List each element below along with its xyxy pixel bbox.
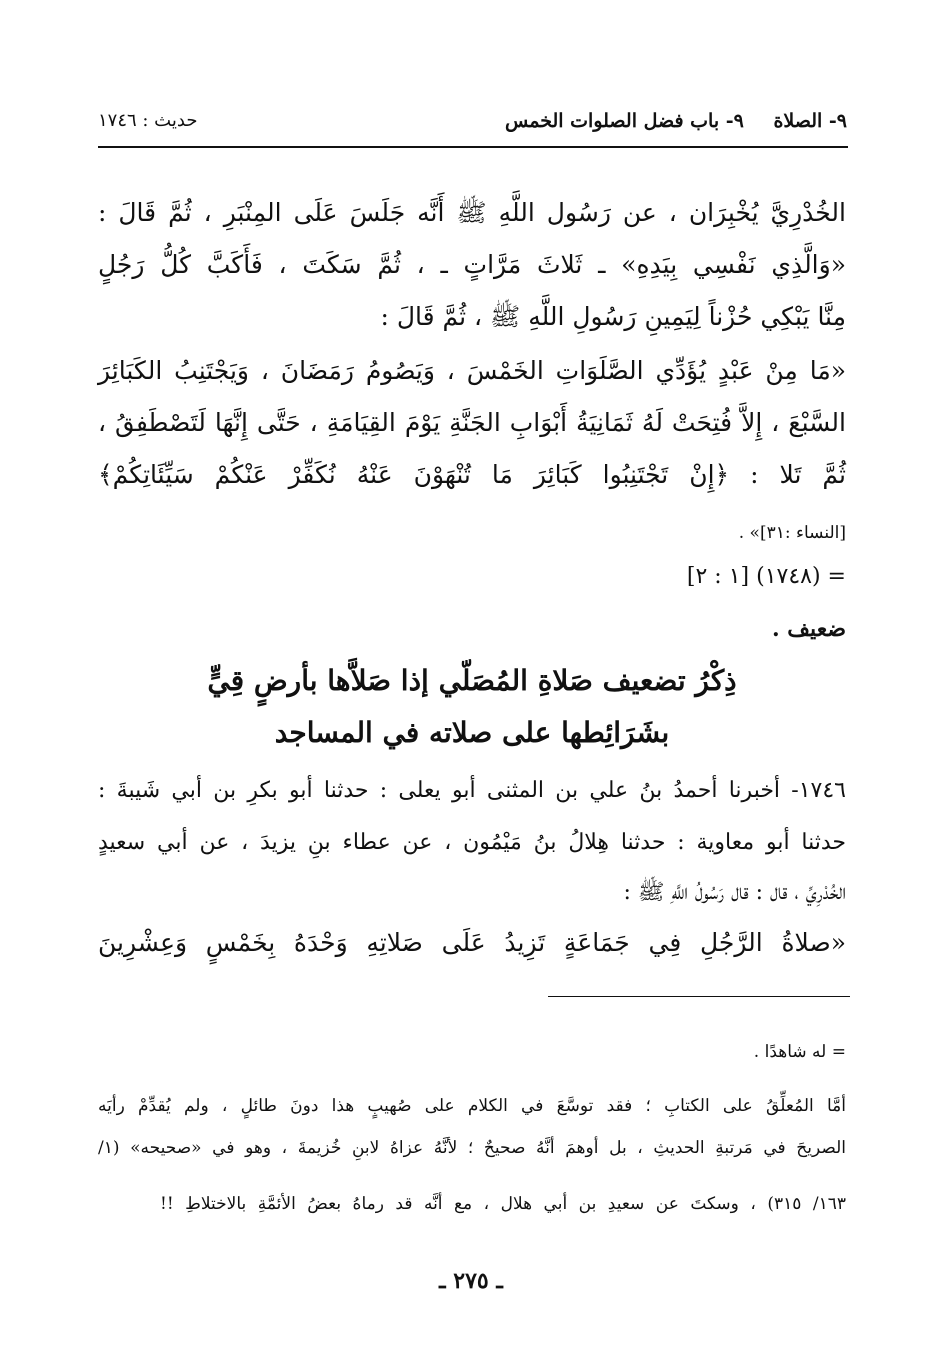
hadith-line: حدثنا أبو معاوية : حدثنا هِلالُ بنُ مَيْمُون ، عن عطاء بنِ يزيدَ ، عن أبي سعيدٍ xyxy=(98,830,846,855)
hadith-line: الخُدْرِيِّ ، قال : قال رَسُولُ اللَّهِ ﷺ : xyxy=(623,880,846,905)
body-line: «مَا مِنْ عَبْدٍ يُؤَدِّي الصَّلَوَاتِ الخَمْسَ ، وَيَصُومُ رَمَضَانَ ، وَيَجْتَنِبُ الكَبَائِرَ xyxy=(98,356,846,385)
body-line: السَّبْعَ ، إِلاَّ فُتِحَتْ لَهُ ثَمَانِيَةُ أَبْوَابِ الجَنَّةِ يَوْمَ القِيَامَةِ ، حَتَّى إِنَّهَا لَتَصْطَفِقُ ، xyxy=(98,408,846,437)
hadith-line: ١٧٤٦- أخبرنا أحمدُ بنُ علي بن المثنى أبو يعلى : حدثنا أبو بكرِ بن أبي شَيبةَ : xyxy=(98,778,846,803)
chapter-heading-line: بشَرَائِطها على صلاته في المساجد xyxy=(274,716,670,749)
quran-citation: [النساء :٣١]» . xyxy=(738,523,846,543)
body-line: «وَالَّذِي نَفْسِي بِيَدِهِ» ـ ثَلاثَ مَرَّاتٍ ـ ، ثُمَّ سَكَتَ ، فَأَكَبَّ كُلُّ رَجُلٍ xyxy=(98,250,846,279)
footnote-separator xyxy=(548,996,850,997)
footnote-line: الصريحَ في مَرتبةِ الحديثِ ، بل أوهمَ أنَّهُ صحيحٌ ؛ لأنَّهُ عزاهُ لابنِ خُزيمةَ ، وهو في «صحيحه» (١/ xyxy=(98,1138,846,1158)
hadith-grade: ضعيف . xyxy=(771,616,846,642)
header-chapter: ٩- الصلاة xyxy=(773,110,847,132)
header-hadith-ref: حديث : ١٧٤٦ xyxy=(98,110,198,131)
body-line: ثُمَّ تَلا : ﴿إِنْ تَجْتَنِبُوا كَبَائِرَ مَا تُنْهَوْنَ عَنْهُ نُكَفِّرْ عَنْكُمْ سَيِّئَاتِكُمْ﴾ xyxy=(98,460,846,489)
header-section: ٩- باب فضل الصلوات الخمس xyxy=(505,110,744,132)
body-line: الخُدْرِيَّ يُخْبِرَان ، عن رَسُول اللَّهِ ﷺ أَنَّه جَلَسَ عَلَى المِنْبَرِ ، ثُمَّ قَالَ : xyxy=(98,198,846,227)
footnote-line: أمَّا المُعلِّقُ على الكتابِ ؛ فقد توسَّعَ في الكلام على صُهيبٍ هذا دونَ طائلٍ ، ولم يُقدِّمْ رأيَه xyxy=(98,1096,846,1116)
chapter-heading-line: ذِكْرُ تضعيف صَلاةِ المُصَلّي إذا صَلاَّها بأرضٍ قِيٍّ xyxy=(207,664,737,697)
footnote-line: = له شاهدًا . xyxy=(753,1042,846,1062)
footnote-line: ١٦٣/ ٣١٥) ، وسكتَ عن سعيدِ بن أبي هلال ، مع أنَّه قد رماهُ بعضُ الأئمَّةِ بالاختلاطِ !! xyxy=(160,1194,846,1214)
cross-reference: = (١٧٤٨) [١ : ٢] xyxy=(686,564,846,589)
header-rule xyxy=(98,146,848,148)
hadith-line: «صلاةُ الرَّجُلِ فِي جَمَاعَةٍ تَزِيدُ عَلَى صَلاتِهِ وَحْدَهُ بِخَمْسٍ وَعِشْرِينَ xyxy=(98,928,846,957)
body-line: مِنَّا يَبْكِي حُزْناً لِيَمِينِ رَسُولِ اللَّهِ ﷺ ، ثُمَّ قَالَ : xyxy=(380,302,846,331)
page-number: ـ ٢٧٥ ـ xyxy=(439,1268,503,1294)
